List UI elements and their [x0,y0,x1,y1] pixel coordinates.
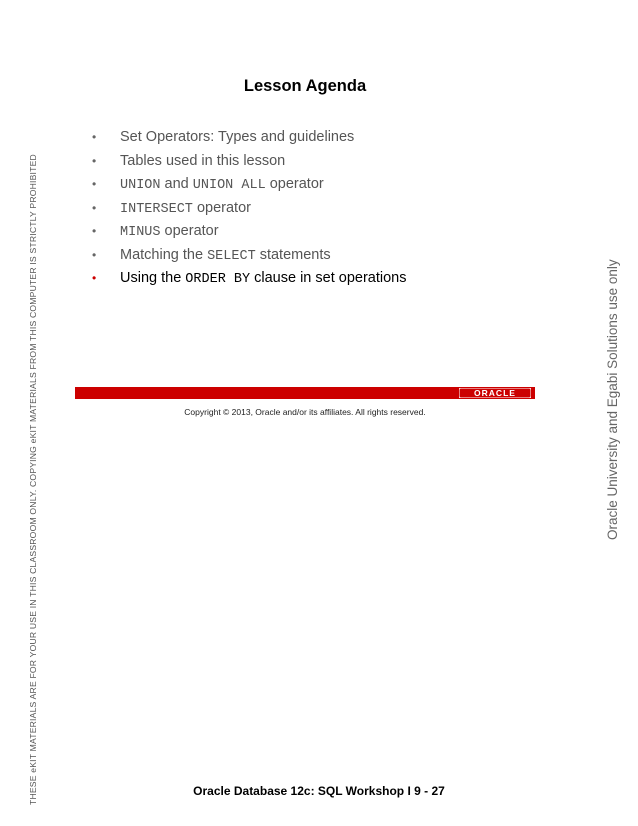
code-keyword: UNION [120,178,161,193]
agenda-item-text: Matching the [120,246,208,263]
agenda-item [88,220,406,244]
code-keyword: SELECT [207,248,256,264]
bullet-icon: • [92,271,97,285]
agenda-item [88,244,406,268]
code-keyword: ORDER BY [185,272,251,287]
agenda-item-current [88,267,406,291]
bullet-icon: • [92,247,97,262]
usage-note-vertical: Oracle University and Egabi Solutions use only [605,259,620,540]
agenda-item [88,197,406,221]
page-footer: Oracle Database 12c: SQL Workshop I 9 - 27 [193,784,445,798]
agenda-item-text: operator [160,223,219,239]
agenda-list [88,126,406,291]
agenda-item [88,173,406,197]
code-keyword: UNION ALL [192,178,266,193]
agenda-item [88,126,406,150]
agenda-item-text: operator [192,199,251,216]
slide-title: Lesson Agenda [243,77,367,95]
agenda-item-text: Using the [120,270,186,286]
oracle-logo-text: ORACLE [474,388,516,398]
bullet-icon: • [92,200,97,215]
code-keyword: MINUS [120,225,161,240]
agenda-item-text: Tables used in this lesson [120,152,286,169]
code-keyword: INTERSECT [120,201,193,217]
copyright-text: Copyright © 2013, Oracle and/or its affiliates. All rights reserved. [184,407,426,417]
bullet-icon: • [92,224,97,238]
agenda-item-text: operator [265,176,324,192]
slide [75,55,535,435]
agenda-item-text: statements [255,246,331,263]
agenda-item-text: and [160,176,193,192]
agenda-item-text: Set Operators: Types and guidelines [120,129,355,145]
oracle-logo [459,388,531,398]
copyright-notice-vertical: THESE eKIT MATERIALS ARE FOR YOUR USE IN THIS CLASSROOM ONLY. COPYING eKIT MATERIALS FROM THIS COMPUTER IS STRICTLY PROHIBITED [28,154,38,805]
bullet-icon: • [92,130,97,144]
bullet-icon: • [92,153,97,168]
agenda-item-text: clause in set operations [250,270,407,286]
agenda-item [88,150,406,174]
bullet-icon: • [92,177,97,191]
